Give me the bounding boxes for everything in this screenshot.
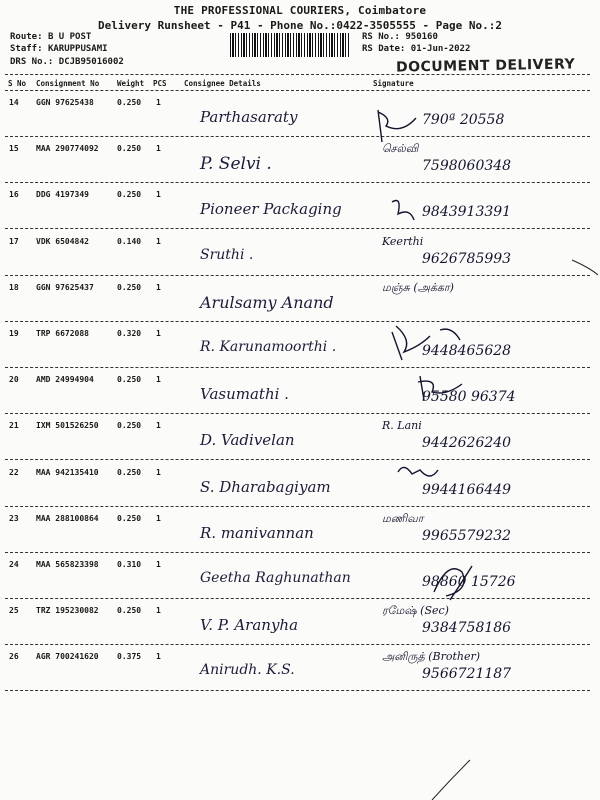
row-consignment-no: GGN 97625437 <box>36 282 94 292</box>
row-consignment-no: MAA 565823398 <box>36 560 99 569</box>
row-weight: 0.250 <box>117 144 142 154</box>
row-sno: 25 <box>9 606 19 616</box>
row-pcs: 1 <box>156 652 161 662</box>
row-weight: 0.250 <box>117 375 142 385</box>
row-consignment-no: TRZ 195230082 <box>36 606 99 616</box>
rs-date-value: 01-Jun-2022 <box>410 44 471 54</box>
rs-date-label: RS Date: <box>362 44 406 54</box>
stray-stroke-top <box>572 260 598 275</box>
row-signature-phone: 9626785993 <box>422 250 512 267</box>
row-consignee-handwritten: P. Selvi . <box>200 154 272 175</box>
row-pcs: 1 <box>156 144 161 154</box>
row-pcs: 1 <box>156 329 161 338</box>
row-consignment-no: MAA 288100864 <box>36 513 99 523</box>
row-consignment-no: TRP 6672088 <box>36 329 89 338</box>
signature-scribble-14 <box>378 110 416 142</box>
row-consignee-handwritten: Vasumathi . <box>200 385 289 404</box>
row-consignee-handwritten: Arulsamy Anand <box>200 292 334 312</box>
row-signature-phone: 9843913391 <box>422 204 512 221</box>
staff-label: Staff: <box>10 44 43 54</box>
row-sno: 19 <box>9 329 19 338</box>
row-sno: 17 <box>9 236 19 246</box>
row-weight: 0.250 <box>117 606 142 616</box>
row-consignee-handwritten: R. manivannan <box>200 523 314 542</box>
row-signature-name: R. Lani <box>382 419 422 433</box>
row-weight: 0.250 <box>117 467 142 477</box>
row-signature-phone: 9442626240 <box>422 435 512 452</box>
col-consignee: Consignee Details <box>184 79 261 88</box>
row-pcs: 1 <box>156 98 161 107</box>
page-title: THE PROFESSIONAL COURIERS, Coimbatore <box>173 4 427 17</box>
row-weight: 0.250 <box>117 98 142 107</box>
row-signature-name: Keerthi <box>382 234 424 248</box>
row-signature-name: மணிவா <box>382 511 424 525</box>
row-pcs: 1 <box>156 282 161 292</box>
row-signature-phone: 9566721187 <box>422 666 512 683</box>
row-signature-phone: 98860 15726 <box>422 574 516 590</box>
row-pcs: 1 <box>156 190 161 200</box>
signature-scribble-16 <box>392 201 414 221</box>
drs-label: DRS No.: <box>10 57 54 67</box>
row-sno: 22 <box>9 467 19 477</box>
row-weight: 0.320 <box>117 329 142 338</box>
col-consignment: Consignment No <box>36 79 100 88</box>
signature-scribble-22 <box>398 467 438 476</box>
row-sno: 26 <box>9 652 19 662</box>
row-weight: 0.250 <box>117 282 142 292</box>
row-consignee-handwritten: D. Vadivelan <box>200 431 295 450</box>
row-sno: 14 <box>9 98 19 107</box>
row-pcs: 1 <box>156 606 161 616</box>
row-signature-phone: 95580 96374 <box>422 389 516 406</box>
page-subtitle: Delivery Runsheet - P41 - Phone No.:0422-3505555 - Page No.:2 <box>98 19 502 32</box>
stray-stroke-bottom <box>432 760 470 800</box>
col-signature: Signature <box>373 79 414 88</box>
row-consignment-no: VDK 6504842 <box>36 236 89 246</box>
row-signature-name: ரமேஷ் (Sec) <box>382 604 449 618</box>
row-sno: 21 <box>9 421 19 431</box>
row-sno: 15 <box>9 144 19 154</box>
row-pcs: 1 <box>156 513 161 523</box>
row-signature-phone: 9965579232 <box>422 527 512 544</box>
row-consignment-no: GGN 97625438 <box>36 98 94 107</box>
row-consignee-handwritten: S. Dharabagiyam <box>200 477 331 496</box>
row-signature-name: மஞ்சு (அக்கா) <box>382 280 454 294</box>
row-signature-phone: 9944166449 <box>422 481 512 498</box>
row-sno: 24 <box>9 560 19 569</box>
row-weight: 0.140 <box>117 236 142 246</box>
col-pcs: PCS <box>153 79 167 88</box>
signature-scribble-19 <box>392 326 460 360</box>
document-delivery-stamp: DOCUMENT DELIVERY <box>395 56 576 76</box>
row-consignee-handwritten: Sruthi . <box>200 246 254 263</box>
row-consignment-no: MAA 290774092 <box>36 144 99 154</box>
row-sno: 20 <box>9 375 19 385</box>
row-signature-phone: 9448465628 <box>422 343 512 359</box>
rs-no-label: RS No.: <box>362 32 400 42</box>
row-signature-phone: 790ª 20558 <box>422 112 505 128</box>
row-signature-name: அனிருத் (Brother) <box>382 650 481 664</box>
row-consignee-handwritten: V. P. Aranyha <box>200 616 299 635</box>
row-sno: 16 <box>9 190 19 200</box>
col-weight: Weight <box>117 79 145 88</box>
row-weight: 0.250 <box>117 190 142 200</box>
row-signature-phone: 7598060348 <box>422 158 512 175</box>
row-consignment-no: AGR 700241620 <box>36 652 99 662</box>
row-signature-name: செல்வி <box>382 142 419 156</box>
row-sno: 18 <box>9 282 19 292</box>
row-consignee-handwritten: R. Karunamoorthi . <box>200 339 337 355</box>
route-value: B U POST <box>47 32 92 42</box>
row-consignment-no: MAA 942135410 <box>36 467 99 477</box>
row-sno: 23 <box>9 513 19 523</box>
drs-value: DCJB95016002 <box>58 57 124 67</box>
row-pcs: 1 <box>156 375 161 385</box>
row-pcs: 1 <box>156 560 161 569</box>
col-sno: S No <box>8 79 27 88</box>
route-label: Route: <box>10 32 43 42</box>
signature-scribble-24 <box>434 566 472 600</box>
row-weight: 0.250 <box>117 421 142 431</box>
row-consignee-handwritten: Pioneer Packaging <box>200 200 342 219</box>
row-signature-phone: 9384758186 <box>422 620 512 637</box>
row-pcs: 1 <box>156 421 161 431</box>
row-consignee-handwritten: Geetha Raghunathan <box>200 570 351 586</box>
row-weight: 0.375 <box>117 652 142 662</box>
row-pcs: 1 <box>156 467 161 477</box>
row-weight: 0.310 <box>117 560 142 569</box>
row-consignment-no: DDG 4197349 <box>36 190 89 200</box>
staff-value: KARUPPUSAMI <box>47 44 108 54</box>
row-consignee-handwritten: Parthasaraty <box>200 108 298 126</box>
row-pcs: 1 <box>156 236 161 246</box>
row-weight: 0.250 <box>117 513 142 523</box>
row-consignment-no: IXM 501526250 <box>36 421 99 431</box>
signature-scribble-20 <box>418 376 462 400</box>
row-consignment-no: AMD 24994904 <box>36 375 94 385</box>
rs-no-value: 950160 <box>405 32 438 42</box>
row-consignee-handwritten: Anirudh. K.S. <box>200 662 295 679</box>
